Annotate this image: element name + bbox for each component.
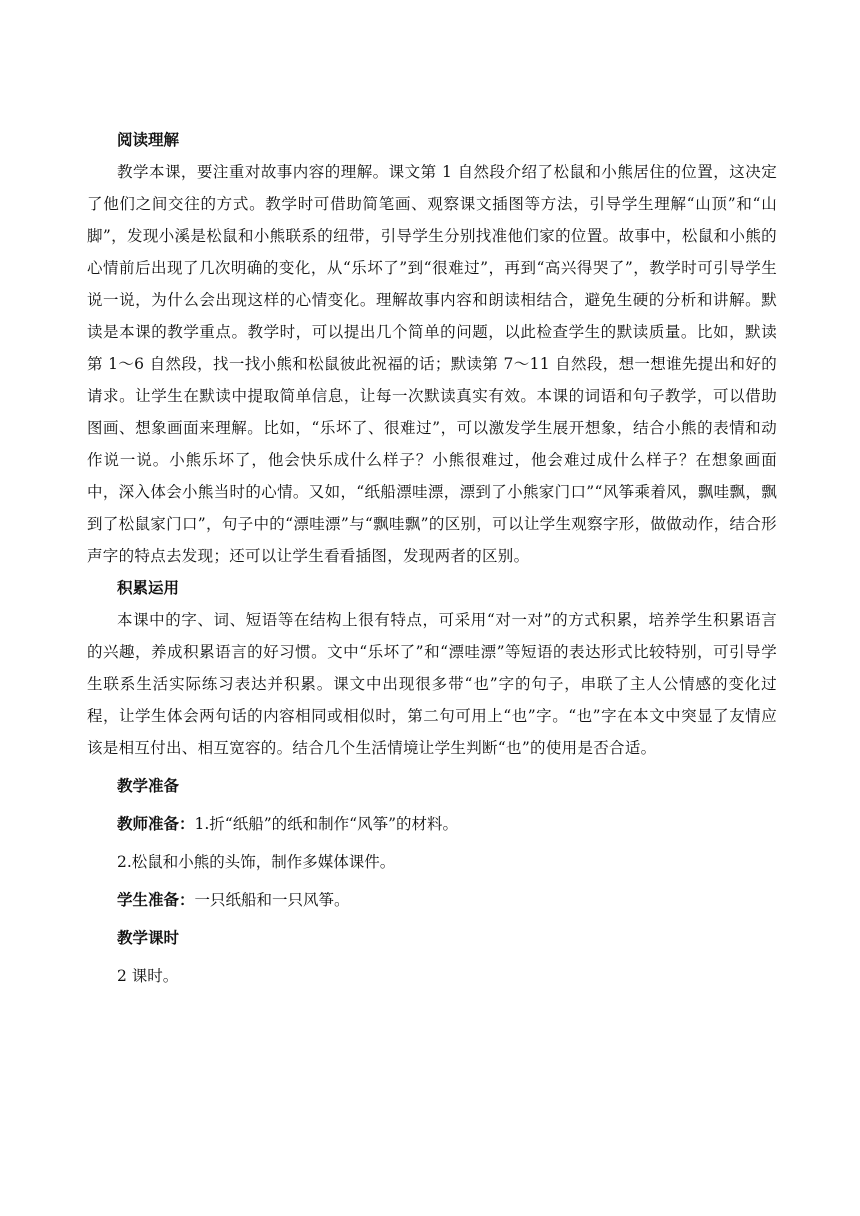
- teaching-hours-value: 2 课时。: [117, 967, 179, 985]
- teacher-preparation-line: [87, 808, 777, 840]
- accumulation-paragraph: 本课中的字、词、短语等在结构上很有特点，可采用“对一对”的方式积累，培养学生积累语言的兴趣，养成积累语言的好习惯。文中“乐坏了”和“漂哇漂”等短语的表达形式比较特别，可引导学生联系生活实际练习表达并积累。课文中出现很多带“也”字的句子，串联了主人公情感的变化过程，让学生体会两句话的内容相同或相似时，第二句可用上“也”字。“也”字在本文中突显了友情应该是相互付出、相互宽容的。结合几个生活情境让学生判断“也”的使用是否合适。: [87, 611, 777, 757]
- teacher-preparation-item-1: 1.折“纸船”的纸和制作“风筝”的材料。: [194, 815, 459, 833]
- student-preparation-line: [87, 884, 777, 916]
- student-preparation-label: 学生准备：: [117, 891, 195, 909]
- document-content: [87, 124, 777, 992]
- section-heading-reading: 阅读理解: [117, 131, 180, 149]
- student-preparation-item: 一只纸船和一只风筝。: [194, 891, 350, 909]
- section-heading-preparation: 教学准备: [117, 777, 180, 795]
- teacher-preparation-item-2: 2.松鼠和小熊的头饰，制作多媒体课件。: [117, 853, 396, 871]
- section-heading-hours: 教学课时: [117, 929, 180, 947]
- reading-paragraph: 教学本课，要注重对故事内容的理解。课文第 1 自然段介绍了松鼠和小熊居住的位置，这决定了他们之间交往的方式。教学时可借助简笔画、观察课文插图等方法，引导学生理解“山顶”和“山脚”，发现小溪是松鼠和小熊联系的纽带，引导学生分别找准他们家的位置。故事中，松鼠和小熊的心情前后出现了几次明确的变化，从“乐坏了”到“很难过”，再到“高兴得哭了”，教学时可引导学生说一说，为什么会出现这样的心情变化。理解故事内容和朗读相结合，避免生硬的分析和讲解。默读是本课的教学重点。教学时，可以提出几个简单的问题，以此检查学生的默读质量。比如，默读第 1～6 自然段，找一找小熊和松鼠彼此祝福的话；默读第 7～11 自然段，想一想谁先提出和好的请求。让学生在默读中提取简单信息，让每一次默读真实有效。本课的词语和句子教学，可以借助图画、想象画面来理解。比如，“乐坏了、很难过”，可以激发学生展开想象，结合小熊的表情和动作说一说。小熊乐坏了，他会快乐成什么样子？小熊很难过，他会难过成什么样子？在想象画面中，深入体会小熊当时的心情。又如，“纸船漂哇漂，漂到了小熊家门口”“风筝乘着风，飘哇飘，飘到了松鼠家门口”，句子中的“漂哇漂”与“飘哇飘”的区别，可以让学生观察字形，做做动作，结合形声字的特点去发现；还可以让学生看看插图，发现两者的区别。: [87, 163, 777, 565]
- teacher-preparation-label: 教师准备：: [117, 815, 195, 833]
- section-heading-accumulation: 积累运用: [117, 579, 180, 597]
